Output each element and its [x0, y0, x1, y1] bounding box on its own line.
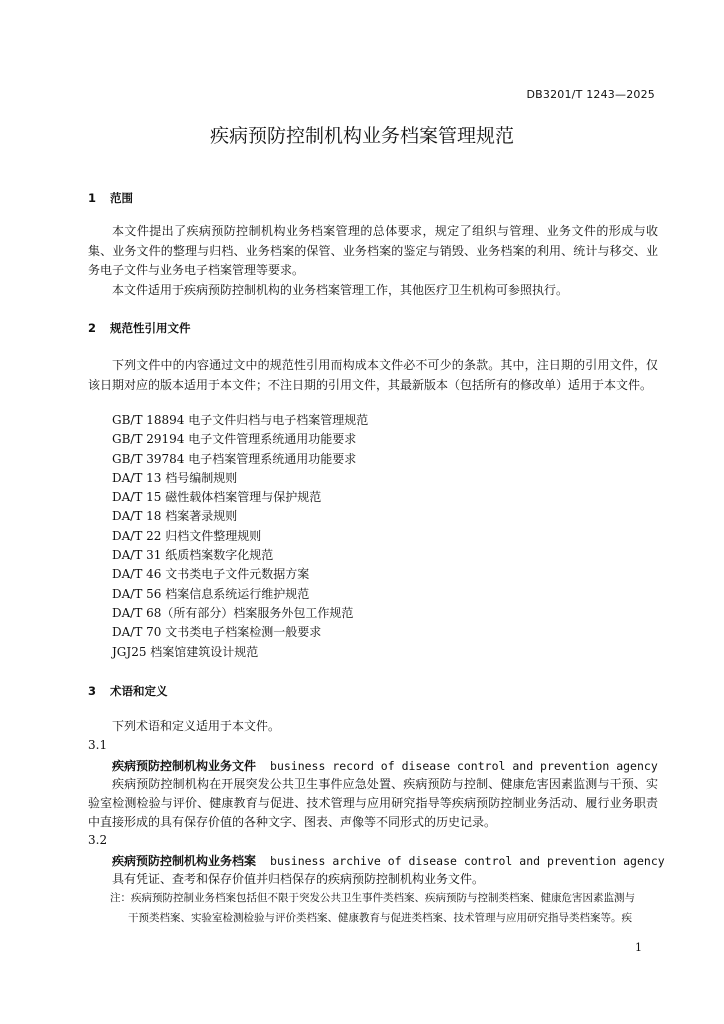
reference-item: DA/T 15 磁性载体档案管理与保护规范	[112, 490, 322, 505]
section-number: 1	[88, 191, 97, 205]
section-1-heading	[88, 190, 133, 206]
term-zh: 疾病预防控制机构业务文件	[112, 759, 257, 773]
reference-item: DA/T 56 档案信息系统运行维护规范	[112, 586, 310, 601]
reference-item: DA/T 13 档号编制规则	[112, 470, 238, 485]
reference-list	[112, 411, 368, 662]
reference-item: DA/T 68（所有部分）档案服务外包工作规范	[112, 605, 354, 620]
reference-item: DA/T 22 归档文件整理规则	[112, 528, 262, 543]
section-number: 2	[88, 321, 97, 335]
note-text-continued: 干预类档案、实验室检测检验与评价类档案、健康教育与促进类档案、技术管理与应用研究指导类档案等。疾	[128, 912, 632, 924]
standard-code: DB3201/T 1243—2025	[526, 88, 655, 101]
document-title: 疾病预防控制机构业务档案管理规范	[209, 125, 514, 147]
term-heading	[112, 757, 658, 774]
term-definition: 疾病预防控制机构在开展突发公共卫生事件应急处置、疾病预防与控制、健康危害因素监测与干预、实验室检测检验与评价、健康教育与促进、技术管理与应用研究指导等疾病预防控制业务活动、履行业务职责中直接形成的具有保存价值的各种文字、图表、声像等不同形式的历史记录。	[88, 777, 658, 829]
term-definition: 具有凭证、查考和保存价值并归档保存的疾病预防控制机构业务文件。	[112, 872, 485, 886]
section-number: 3	[88, 684, 97, 698]
scope-paragraph-1: 本文件提出了疾病预防控制机构业务档案管理的总体要求，规定了组织与管理、业务文件的形成与收集、业务文件的整理与归档、业务档案的保管、业务档案的鉴定与销毁、业务档案的利用、统计与移交、业务电子文件与业务电子档案管理等要求。	[88, 224, 658, 277]
term-heading	[112, 852, 665, 869]
reference-item: DA/T 46 文书类电子文件元数据方案	[112, 567, 310, 582]
term-en: business archive of disease control and prevention agency	[270, 854, 665, 868]
references-intro: 下列文件中的内容通过文中的规范性引用而构成本文件必不可少的条款。其中，注日期的引用文件，仅该日期对应的版本适用于本文件；不注日期的引用文件，其最新版本（包括所有的修改单）适用于本文件。	[88, 358, 658, 392]
term-number: 3.2	[88, 833, 108, 847]
note-label: 注：	[110, 892, 131, 904]
term-zh: 疾病预防控制机构业务档案	[112, 854, 257, 868]
page-number: 1	[635, 941, 642, 954]
reference-item: DA/T 31 纸质档案数字化规范	[112, 548, 274, 563]
reference-item: JGJ25 档案馆建筑设计规范	[112, 644, 259, 659]
scope-paragraph-2: 本文件适用于疾病预防控制机构的业务档案管理工作，其他医疗卫生机构可参照执行。	[112, 283, 569, 297]
section-title: 规范性引用文件	[110, 321, 191, 335]
section-2-heading	[88, 320, 191, 336]
reference-item: GB/T 39784 电子档案管理系统通用功能要求	[112, 451, 357, 466]
note-text: 疾病预防控制业务档案包括但不限于突发公共卫生事件类档案、疾病预防与控制类档案、健康危害因素监测与	[131, 892, 635, 904]
term-note	[110, 888, 658, 928]
reference-item: DA/T 70 文书类电子档案检测一般要求	[112, 625, 322, 640]
term-number: 3.1	[88, 738, 108, 752]
term-en: business record of disease control and prevention agency	[270, 759, 658, 773]
terms-intro: 下列术语和定义适用于本文件。	[112, 719, 281, 733]
reference-item: DA/T 18 档案著录规则	[112, 509, 238, 524]
section-title: 范围	[110, 191, 134, 205]
reference-item: GB/T 18894 电子文件归档与电子档案管理规范	[112, 413, 369, 427]
section-title: 术语和定义	[110, 684, 168, 698]
section-3-heading	[88, 683, 168, 699]
reference-item: GB/T 29194 电子文件管理系统通用功能要求	[112, 432, 357, 447]
